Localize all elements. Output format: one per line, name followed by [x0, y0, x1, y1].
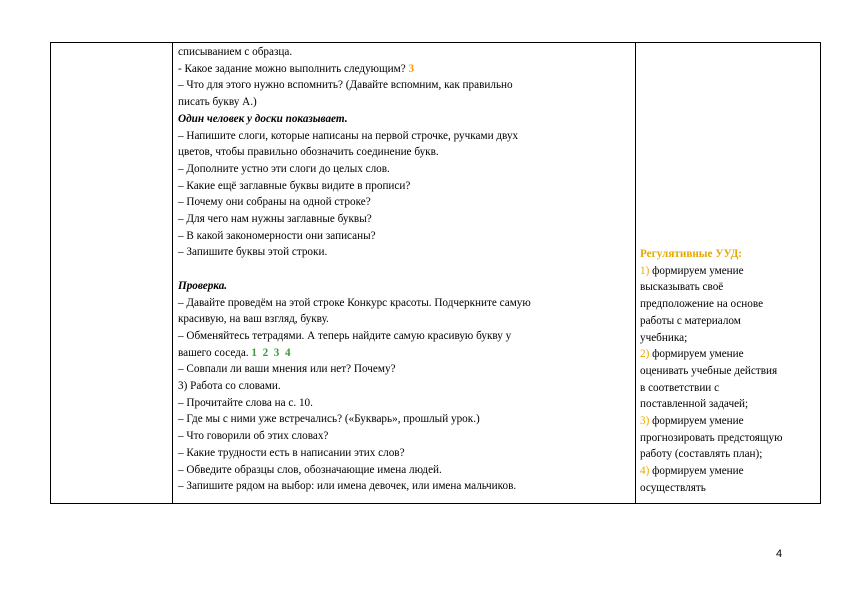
uud-item-number: 1) [640, 264, 650, 277]
text-line: – Обведите образцы слов, обозначающие имена людей. [178, 463, 442, 476]
marker-green: 1 [251, 346, 257, 359]
text-line: – Почему они собраны на одной строке? [178, 196, 371, 209]
text-line: красивую, на ваш взгляд, букву. [178, 313, 329, 326]
uud-item-line: 2) формируем умение [640, 348, 744, 361]
text-line: – Прочитайте слова на с. 10. [178, 396, 313, 409]
column-divider-2 [635, 43, 636, 503]
text-line: – Запишите буквы этой строки. [178, 246, 328, 259]
text-line: – Для чего нам нужны заглавные буквы? [178, 213, 372, 226]
uud-column [640, 246, 820, 497]
page-number: 4 [776, 548, 783, 560]
text-line: – В какой закономерности они записаны? [178, 229, 376, 242]
uud-item-line: прогнозировать предстоящую [640, 431, 783, 444]
text-line: списыванием с образца. [178, 46, 293, 58]
uud-item-line: работы с материалом [640, 314, 741, 327]
text-line: 3) Работа со словами. [178, 380, 281, 393]
uud-title: Регулятивные УУД: [640, 248, 743, 260]
text-line: – Дополните устно эти слоги до целых слов. [178, 162, 390, 175]
marker-green: 4 [284, 346, 291, 359]
uud-item-line: работу (составлять план); [640, 448, 763, 461]
text-line: – Запишите рядом на выбор: или имена девочек, или имена мальчиков. [178, 480, 517, 493]
uud-item-number: 4) [640, 465, 650, 478]
uud-item-line: предположение на основе [640, 298, 764, 311]
uud-item-number: 3) [640, 415, 650, 428]
text-line: – Какие трудности есть в написании этих слов? [178, 446, 405, 459]
text-line: – Где мы с ними уже встречались? («Букварь», прошлый урок.) [178, 413, 480, 426]
text-line: цветов, чтобы правильно обозначить соединение букв. [178, 146, 439, 159]
text-line: – Совпали ли ваши мнения или нет? Почему? [178, 363, 396, 376]
uud-item-line: оценивать учебные действия [640, 364, 778, 377]
uud-item-line: 4) формируем умение [640, 465, 744, 478]
text-line: – Давайте проведём на этой строке Конкурс красоты. Подчеркните самую [178, 296, 531, 309]
text-line: писать букву А.) [178, 96, 257, 109]
italic-heading: Один человек у доски показывает. [178, 112, 348, 125]
blank-line [178, 261, 633, 278]
uud-item-line: 1) формируем умение [640, 264, 744, 277]
text-line: – Что для этого нужно вспомнить? (Давайте вспомним, как правильно [178, 79, 513, 92]
text-line: – Что говорили об этих словах? [178, 430, 329, 443]
marker-green: 2 [262, 346, 269, 359]
column-divider-1 [172, 43, 173, 503]
lesson-table [50, 42, 821, 504]
text-line: вашего соседа. 1 2 3 4 [178, 346, 291, 359]
uud-item-line: учебника; [640, 331, 688, 344]
uud-item-line: 3) формируем умение [640, 415, 744, 428]
text-line: - Какое задание можно выполнить следующим? 3 [178, 62, 415, 75]
text-line: – Обменяйтесь тетрадями. А теперь найдите самую красивую букву у [178, 329, 512, 342]
uud-item-line: в соответствии с [640, 381, 720, 394]
uud-item-line: высказывать своё [640, 281, 724, 294]
marker-green: 3 [273, 346, 280, 359]
uud-item-number: 2) [640, 348, 650, 361]
uud-item-line: поставленной задачей; [640, 398, 749, 411]
text-line: – Какие ещё заглавные буквы видите в прописи? [178, 179, 411, 192]
italic-heading: Проверка. [178, 279, 228, 292]
uud-item-line: осуществлять [640, 481, 706, 494]
marker-orange: 3 [408, 62, 415, 75]
text-line: – Напишите слоги, которые написаны на первой строчке, ручками двух [178, 129, 519, 142]
lesson-content-column [178, 44, 633, 495]
